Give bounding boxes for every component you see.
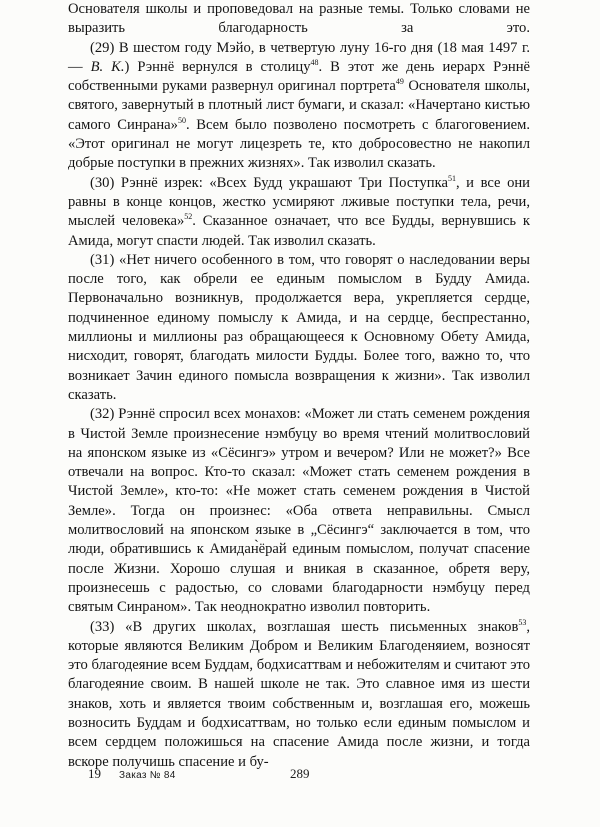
page-body — [68, 0, 531, 781]
paragraph-text: . Сказанное означает, что все Будды, вернувшись к Амида, могут спасти людей. Так изволил сказать. — [68, 213, 531, 249]
paragraph-text: , и все они равны в конце концов, жестко усмиряют лживые поступки тела, речи, мыслей человека» — [68, 174, 530, 230]
paragraph-text: , которые являются Великим Добром и Великим Благоденяием, возносят это благодеяние всем Буддам, бодхисаттвам и небожителям и считают это благодеяние своим. В нашей школе не так. Это славное имя из шести знаков, хоть и является твоим собственным и, возглашая его, можешь возносить Буддам и бодхисаттвам, но только если единым помыслом и всем сердцем положишься на спасение Амида после жизни, и тогда вскоре получишь спасение и бу- — [68, 618, 530, 770]
editor-initials: В. К. — [90, 58, 125, 75]
paragraph-text: (30) Рэннё изрек: «Всех Будд украшают Три Поступка — [90, 174, 448, 191]
paragraph-text: ) Рэннё вернулся в столицу — [124, 58, 311, 75]
paragraph-text: (33) «В других школах, возглашая шесть письменных знаков — [90, 618, 519, 635]
paragraph-text: (29) В шестом году Мэйо, в четвертую луну 16-го дня (18 мая 1497 г. — — [68, 39, 530, 75]
footnote-ref[interactable]: 48 — [310, 57, 319, 67]
footnote-ref[interactable]: 49 — [395, 77, 404, 87]
footnote-ref[interactable]: 52 — [184, 212, 193, 222]
paragraph-33 — [68, 618, 530, 772]
footnote-ref[interactable]: 50 — [177, 115, 186, 125]
paragraph-31: (31) «Нет ничего особенного в том, что говорят о наследовании веры после того, как обрели ее единым помыслом в Будду Амида. Первоначально возникнув, продолжается вера, укрепляется сердце, подчиненное единому помыслу к Амида, и на сердце, беспрестанно, миллионы и миллионы раз обращающееся к Основному Обету Амида, нисходит, говорят, благодать милости Будды. Более того, важно то, что возникает Зачин единого помысла возвращения к жизни». Так изволил сказать. — [68, 251, 530, 403]
signature-number: 19 — [88, 766, 101, 781]
paragraph-text: . Всем было позволено посмотреть с благоговением. «Этот оригинал не могут лицезреть те, кто добросовестно не накопил добрые поступки в прежних жизнях». Так изволил сказать. — [68, 116, 530, 172]
paragraph-text: . В этот же день иерарх Рэннё собственными руками развернул оригинал портрета — [68, 58, 531, 95]
paragraph-32: (32) Рэннё спросил всех монахов: «Может ли стать семенем рождения в Чистой Земле произнесение нэмбуцу во время чтений молитвословий на японском языке из «Сёсингэ» утром и вечером? Или не может?» Все отвечали на вопрос. Кто-то сказал: «Может стать семенем рождения в Чистой Земле», кто-то: «Не может стать семенем рождения в Чистой Земле». Тогда он произнес: «Оба ответа неправильны. Смысл молитвословий на японском языке в „Сёсингэ“ заключается в том, что люди, обратившись к Амидан̀ёрай единым помыслом, получат спасение после Жизни. Хорошо слушая и вникая в сказанное, обретя веру, произнесешь с радостью, со словами благодарности нэмбуцу перед святым Синраном». Так неоднократно изволил повторить. — [68, 406, 530, 616]
carryover-text: Основателя школы и проповедовал на разные темы. Только словами не выразить благодарность за это. — [68, 1, 530, 37]
paragraph-30 — [68, 174, 530, 251]
page-number: 289 — [290, 766, 310, 781]
order-number: Заказ № 84 — [119, 770, 176, 781]
paragraph-text: Основателя школы, святого, завернутый в плотный лист бумаги, и сказал: «Начертано кистью самого Синрана» — [68, 78, 530, 133]
footnote-ref[interactable]: 53 — [518, 617, 527, 627]
paragraph-29 — [68, 39, 530, 174]
footnote-ref[interactable]: 51 — [447, 173, 456, 183]
printer-signature — [88, 764, 176, 785]
